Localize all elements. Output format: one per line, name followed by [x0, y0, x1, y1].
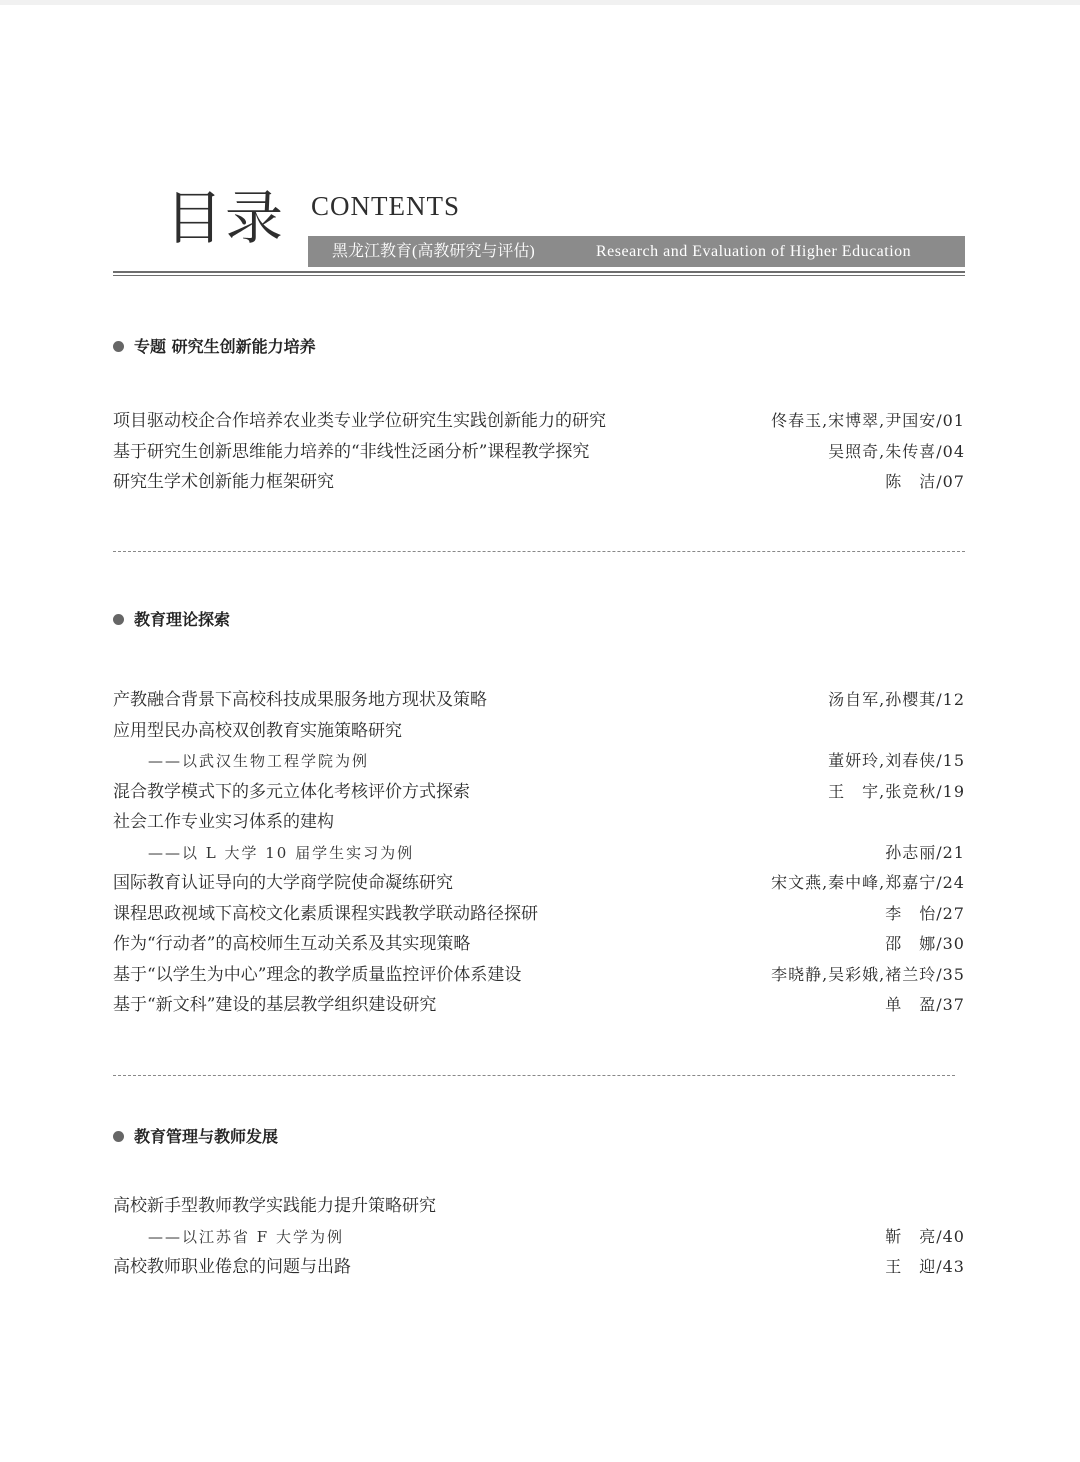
section-entries — [113, 1191, 965, 1283]
section-heading — [113, 334, 316, 360]
section-entries — [113, 406, 965, 498]
entry-subtitle: ——以 L 大学 10 届学生实习为例 — [148, 843, 415, 862]
top-edge-shadow — [0, 0, 1080, 5]
toc-entry[interactable] — [113, 685, 965, 716]
entry-subtitle: ——以武汉生物工程学院为例 — [148, 752, 370, 770]
toc-entry[interactable] — [113, 467, 965, 498]
bullet-icon — [113, 614, 124, 625]
entry-authors-page: 王 宇,张竞秋/19 — [828, 781, 965, 801]
entry-authors-page: 李晓静,吴彩娥,褚兰玲/35 — [771, 964, 965, 984]
toc-entry[interactable] — [113, 1191, 965, 1222]
entry-title: 产教融合背景下高校科技成果服务地方现状及策略 — [113, 690, 487, 710]
section-heading-label: 教育理论探索 — [134, 610, 231, 629]
page-title-cn: 目录 — [165, 184, 286, 252]
section-heading — [113, 607, 230, 633]
toc-entry[interactable] — [113, 929, 965, 960]
toc-entry[interactable] — [113, 990, 965, 1021]
journal-name-cn: 黑龙江教育(高教研究与评估) — [332, 243, 535, 260]
entry-subtitle: ——以江苏省 F 大学为例 — [148, 1227, 344, 1246]
entry-authors-page: 单 盈/37 — [885, 995, 965, 1014]
toc-entry-subtitle[interactable] — [113, 746, 965, 777]
page-title-en: CONTENTS — [311, 191, 460, 221]
entry-title: 作为“行动者”的高校师生互动关系及其实现策略 — [113, 934, 471, 954]
journal-name-en: Research and Evaluation of Higher Education — [596, 243, 912, 260]
entry-authors-page: 王 迎/43 — [885, 1257, 965, 1276]
header-rule-thick — [113, 271, 965, 273]
entry-authors-page: 汤自军,孙樱萁/12 — [828, 690, 965, 709]
entry-authors-page: 靳 亮/40 — [885, 1226, 965, 1246]
entry-authors-page: 邵 娜/30 — [885, 934, 965, 953]
entry-authors-page: 董妍玲,刘春侠/15 — [828, 751, 965, 770]
toc-entry[interactable] — [113, 437, 965, 468]
entry-authors-page: 吴照奇,朱传喜/04 — [828, 441, 965, 461]
entry-title: 项目驱动校企合作培养农业类专业学位研究生实践创新能力的研究 — [113, 411, 606, 431]
toc-entry[interactable] — [113, 716, 965, 747]
section-entries — [113, 685, 965, 1021]
entry-authors-page: 宋文燕,秦中峰,郑嘉宁/24 — [771, 873, 965, 892]
entry-title: 混合教学模式下的多元立体化考核评价方式探索 — [113, 781, 470, 802]
bullet-icon — [113, 341, 124, 352]
toc-entry[interactable] — [113, 960, 965, 991]
entry-title: 国际教育认证导向的大学商学院使命凝练研究 — [113, 873, 453, 893]
toc-entry[interactable] — [113, 1252, 965, 1283]
section-heading-label: 专题 研究生创新能力培养 — [134, 337, 316, 356]
entry-title: 高校教师职业倦怠的问题与出路 — [113, 1257, 351, 1277]
section-heading — [113, 1124, 278, 1150]
entry-title: 课程思政视域下高校文化素质课程实践教学联动路径探研 — [113, 903, 538, 924]
entry-title: 高校新手型教师教学实践能力提升策略研究 — [113, 1196, 436, 1216]
toc-entry[interactable] — [113, 807, 965, 838]
entry-authors-page: 陈 洁/07 — [885, 472, 965, 491]
entry-title: 应用型民办高校双创教育实施策略研究 — [113, 720, 402, 741]
contents-masthead — [113, 185, 965, 275]
entry-authors-page: 孙志丽/21 — [885, 842, 965, 862]
bullet-icon — [113, 1131, 124, 1142]
entry-authors-page: 李 怡/27 — [885, 903, 965, 923]
toc-entry[interactable] — [113, 777, 965, 808]
entry-title: 基于研究生创新思维能力培养的“非线性泛函分析”课程教学探究 — [113, 441, 590, 462]
toc-entry[interactable] — [113, 406, 965, 437]
section-divider — [113, 1075, 955, 1076]
entry-title: 基于“以学生为中心”理念的教学质量监控评价体系建设 — [113, 964, 522, 985]
entry-title: 研究生学术创新能力框架研究 — [113, 472, 334, 492]
entry-title: 社会工作专业实习体系的建构 — [113, 812, 334, 832]
header-rule-thin — [113, 275, 965, 276]
section-divider — [113, 551, 965, 552]
toc-entry[interactable] — [113, 868, 965, 899]
journal-banner — [308, 236, 965, 267]
section-heading-label: 教育管理与教师发展 — [134, 1127, 279, 1146]
entry-authors-page: 佟春玉,宋博翠,尹国安/01 — [771, 411, 965, 430]
toc-entry-subtitle[interactable] — [113, 838, 965, 869]
toc-entry[interactable] — [113, 899, 965, 930]
entry-title: 基于“新文科”建设的基层教学组织建设研究 — [113, 995, 437, 1015]
toc-entry-subtitle[interactable] — [113, 1222, 965, 1253]
